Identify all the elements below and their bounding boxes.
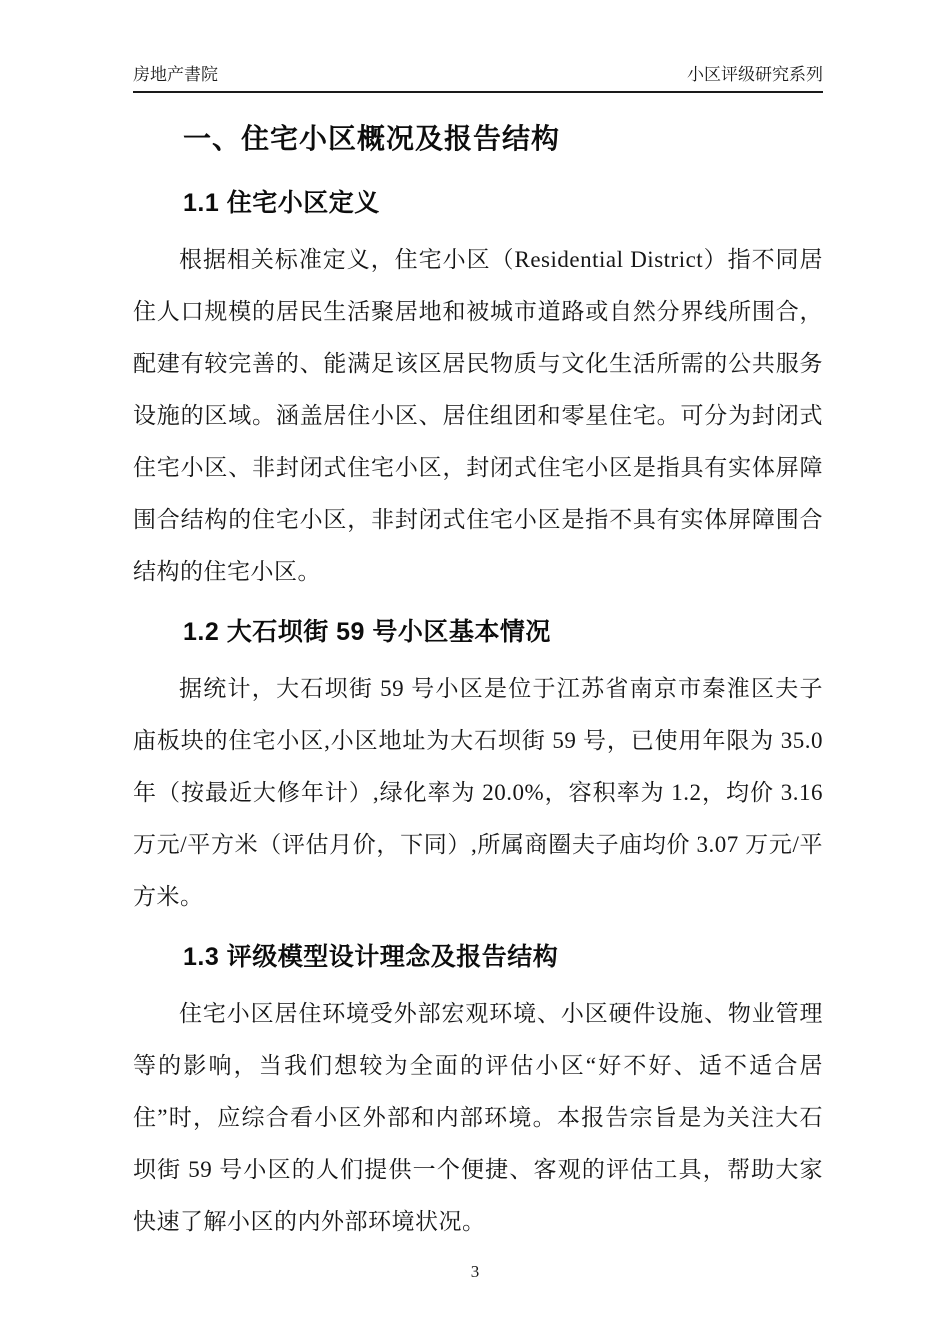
chapter-title: 一、住宅小区概况及报告结构 — [183, 123, 561, 154]
page-header — [133, 60, 823, 93]
section-heading-1-2: 1.2 大石坝街 59 号小区基本情况 — [183, 618, 551, 646]
section-body-1-3: 住宅小区居住环境受外部宏观环境、小区硬件设施、物业管理等的影响，当我们想较为全面的评估小区“好不好、适不适合居住”时，应综合看小区外部和内部环境。本报告宗旨是为关注大石坝街 59 号小区的人们提供一个便捷、客观的评估工具，帮助大家快速了解小区的内外部环境状况。 — [133, 1001, 823, 1234]
section-heading-1-3: 1.3 评级模型设计理念及报告结构 — [183, 943, 559, 971]
section-heading-1-1: 1.1 住宅小区定义 — [183, 189, 380, 217]
header-left-text: 房地产書院 — [133, 65, 218, 84]
header-right-text: 小区评级研究系列 — [687, 65, 823, 84]
page-number: 3 — [470, 1262, 480, 1281]
section-body-1-1: 根据相关标准定义，住宅小区（Residential District）指不同居住人口规模的居民生活聚居地和被城市道路或自然分界线所围合，配建有较完善的、能满足该区居民物质与文化生活所需的公共服务设施的区域。涵盖居住小区、居住组团和零星住宅。可分为封闭式住宅小区、非封闭式住宅小区，封闭式住宅小区是指具有实体屏障围合结构的住宅小区，非封闭式住宅小区是指不具有实体屏障围合结构的住宅小区。 — [133, 247, 823, 584]
section-body-1-2: 据统计，大石坝街 59 号小区是位于江苏省南京市秦淮区夫子庙板块的住宅小区,小区地址为大石坝街 59 号，已使用年限为 35.0 年（按最近大修年计）,绿化率为 20.0%，容积率为 1.2，均价 3.16 万元/平方米（评估月价，下同）,所属商圈夫子庙均价 3.07 万元/平方米。 — [133, 676, 823, 909]
